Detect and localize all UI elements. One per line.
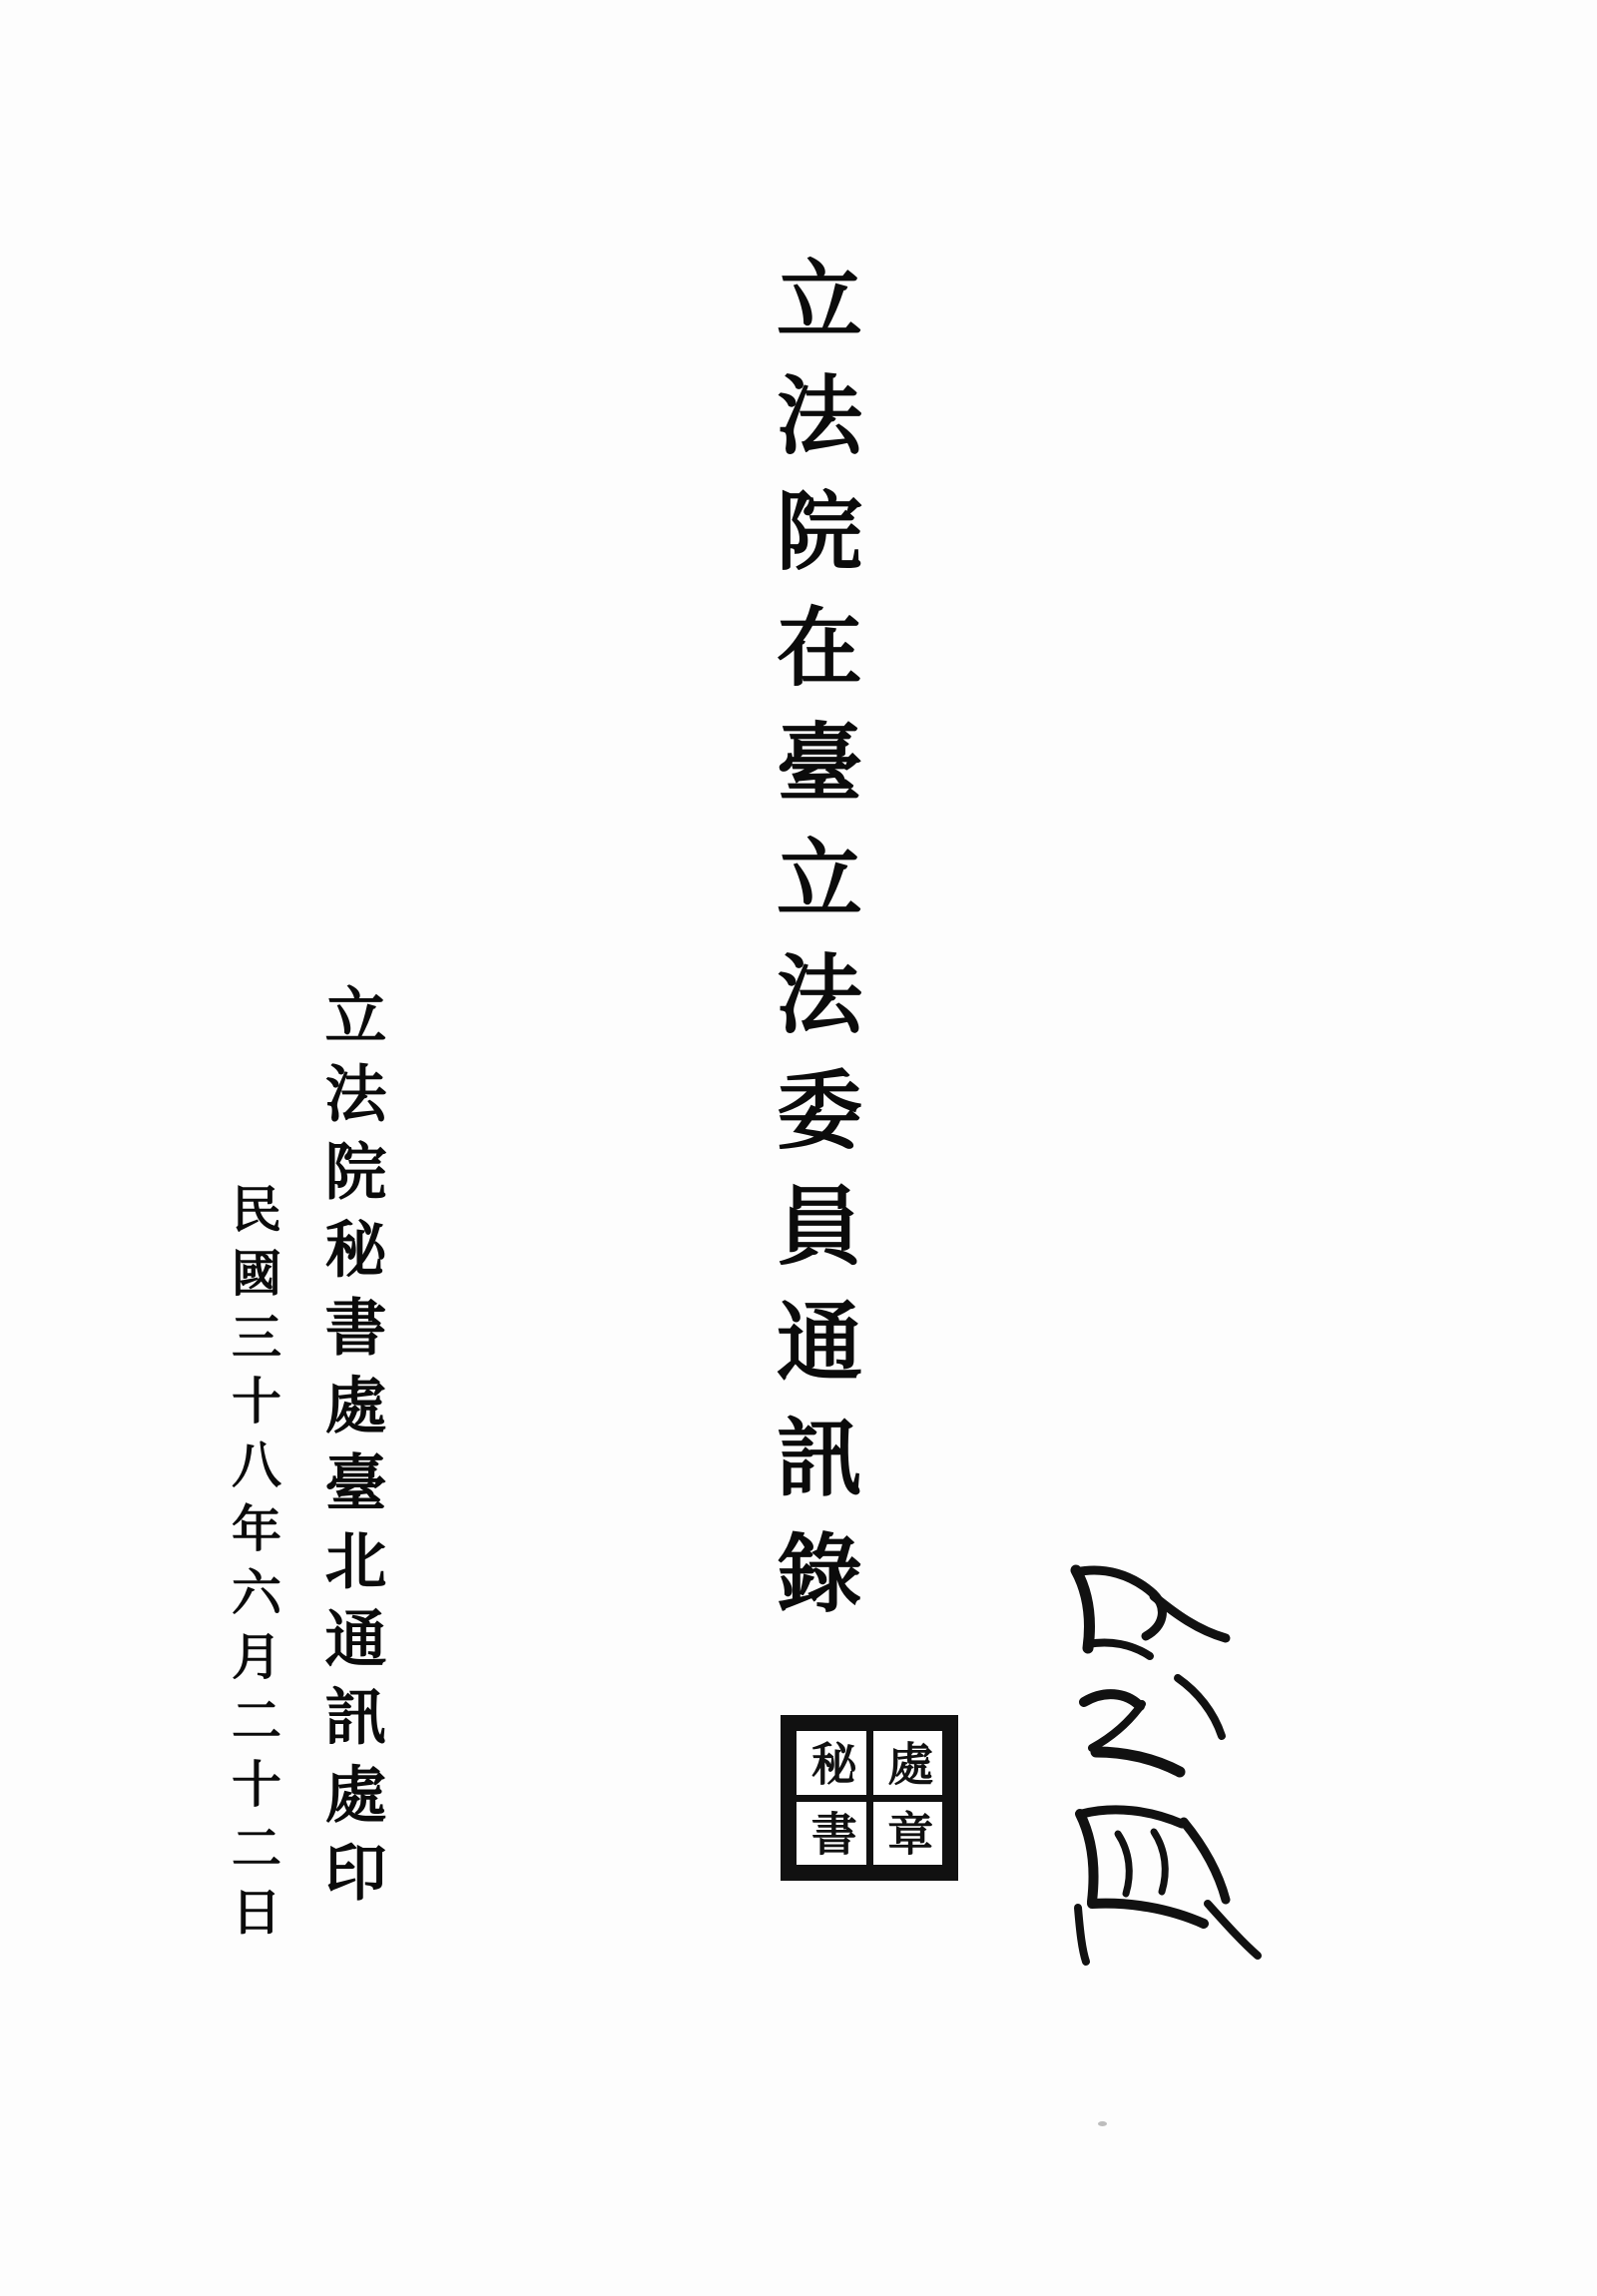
seal-character: 書 bbox=[797, 1802, 866, 1866]
seal-stamp-icon bbox=[781, 1715, 958, 1881]
handwritten-signature-icon bbox=[1058, 1552, 1288, 1972]
publication-date: 民國三十八年六月二十二日 bbox=[224, 1183, 282, 1950]
publisher-imprint: 立法院秘書處臺北通訊處印 bbox=[314, 983, 387, 1918]
paper-speck bbox=[1098, 2121, 1107, 2126]
seal-column-left bbox=[873, 1731, 943, 1865]
seal-column-right bbox=[797, 1731, 866, 1865]
seal-character: 秘 bbox=[797, 1731, 866, 1795]
page-title: 立法院在臺立法委員通訊錄 bbox=[762, 255, 862, 1644]
seal-character: 處 bbox=[873, 1731, 943, 1795]
seal-character: 章 bbox=[873, 1802, 943, 1866]
seal-inner bbox=[797, 1731, 942, 1865]
